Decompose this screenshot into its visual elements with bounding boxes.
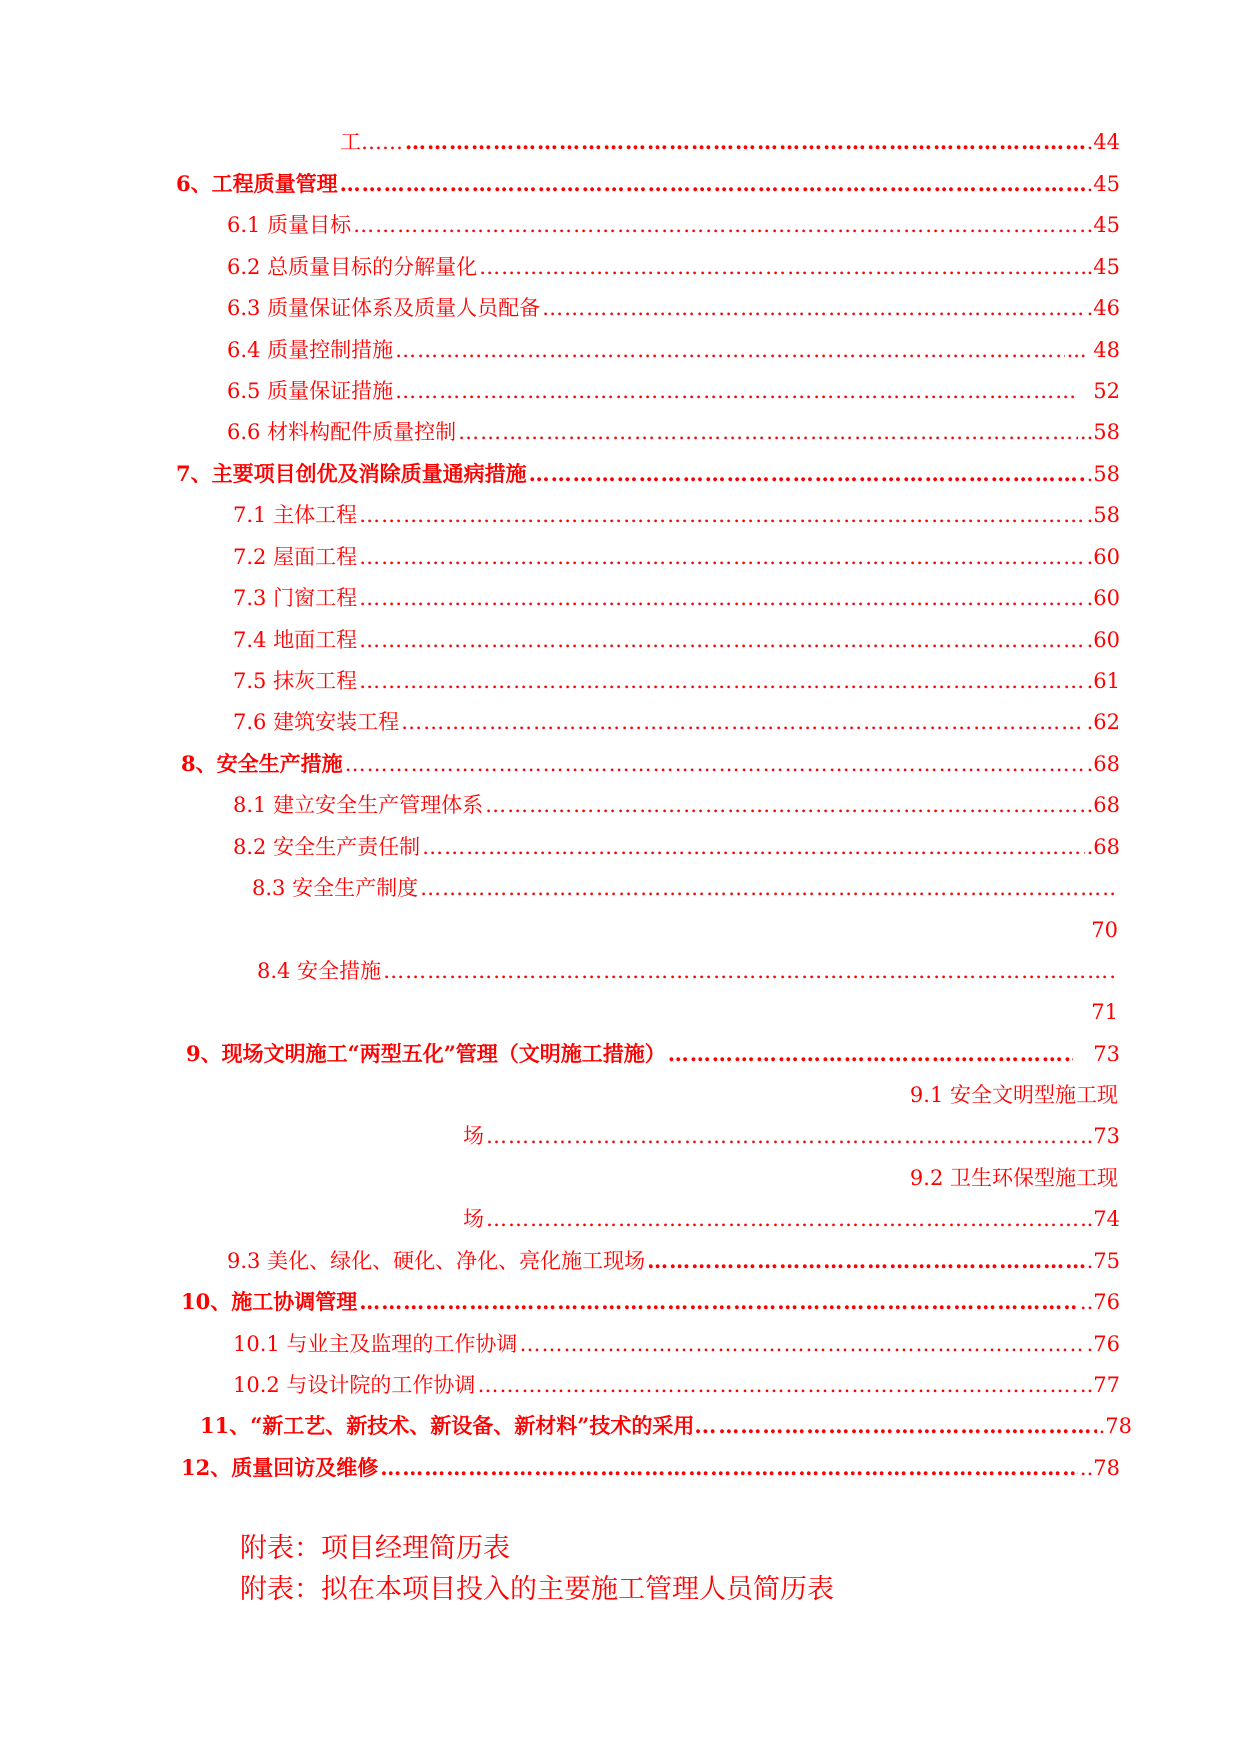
- toc-leader: [647, 1245, 1085, 1277]
- toc-entry-title: 11、“新工艺、新技术、新设备、新材料”技术的采用...: [200, 1413, 717, 1438]
- toc-entry-title: 6.1 质量目标: [227, 213, 352, 237]
- toc-leader: [718, 1410, 1096, 1442]
- toc-entry-9-2-cont[interactable]: [463, 1203, 1120, 1235]
- toc-entry-page: .75: [1086, 1249, 1120, 1273]
- toc-entry-page: .73: [1086, 1124, 1120, 1148]
- toc-leader: [422, 831, 1085, 863]
- toc-entry-page: .46: [1086, 296, 1120, 320]
- toc-entry-page: ..76: [1079, 1290, 1120, 1314]
- toc-entry-page: ..58: [1079, 420, 1120, 444]
- toc-entry-7-1[interactable]: [233, 499, 1120, 531]
- toc-entry-title: 6.2 总质量目标的分解量化: [227, 255, 478, 279]
- toc-entry-page: .76: [1086, 1332, 1120, 1356]
- appendix-item-2: 附表：拟在本项目投入的主要施工管理人员简历表: [240, 1574, 834, 1605]
- toc-entry-continuation[interactable]: [340, 126, 1120, 158]
- toc-leader: [668, 1038, 1073, 1070]
- toc-entry-page: ..77: [1079, 1373, 1120, 1397]
- toc-entry-title: 7.5 抹灰工程: [233, 669, 358, 693]
- toc-entry-title: 6.6 材料构配件质量控制: [227, 420, 457, 444]
- toc-entry-7-3[interactable]: [233, 582, 1120, 614]
- toc-section-10[interactable]: [181, 1286, 1120, 1318]
- toc-leader: [359, 499, 1085, 531]
- toc-entry-page: 73: [1093, 1042, 1120, 1066]
- toc-leader: [395, 334, 1064, 366]
- toc-entry-title: 6.4 质量控制措施: [227, 338, 394, 362]
- toc-section-7[interactable]: [176, 458, 1120, 490]
- toc-entry-8-3[interactable]: [252, 872, 1118, 904]
- toc-entry-title: 8.2 安全生产责任制: [233, 835, 421, 859]
- toc-entry-title: 7、主要项目创优及消除质量通病措施: [176, 461, 527, 486]
- toc-entry-page: .68: [1086, 835, 1120, 859]
- toc-entry-title: 10、施工协调管理: [181, 1289, 358, 1314]
- toc-leader: [486, 1203, 1085, 1235]
- toc-section-9[interactable]: [186, 1038, 1120, 1070]
- toc-entry-6-1[interactable]: [227, 209, 1120, 241]
- toc-entry-title: 场: [463, 1124, 484, 1148]
- toc-entry-10-2[interactable]: [233, 1369, 1120, 1401]
- toc-entry-page: .68: [1086, 752, 1120, 776]
- toc-entry-8-1[interactable]: [233, 789, 1120, 821]
- toc-leader: [542, 292, 1085, 324]
- toc-leader: [380, 1452, 1078, 1484]
- toc-entry-page: 52: [1093, 379, 1120, 403]
- toc-entry-title: 6、工程质量管理: [176, 171, 338, 196]
- toc-entry-title: 9、现场文明施工“两型五化”管理（文明施工措施）: [186, 1041, 666, 1066]
- toc-entry-page: ... 48: [1066, 338, 1120, 362]
- toc-leader: [340, 168, 1085, 200]
- toc-entry-9-1-cont[interactable]: [463, 1120, 1120, 1152]
- toc-entry-title: 7.6 建筑安装工程: [233, 710, 400, 734]
- toc-entry-6-4[interactable]: [227, 334, 1120, 366]
- toc-entry-8-4[interactable]: [257, 955, 1118, 987]
- toc-leader: [359, 1286, 1078, 1318]
- toc-leader: [485, 789, 1085, 821]
- toc-entry-page: .62: [1086, 710, 1120, 734]
- toc-entry-page: ..78: [1079, 1456, 1120, 1480]
- toc-section-12[interactable]: [181, 1452, 1120, 1484]
- toc-entry-page: .45: [1086, 172, 1120, 196]
- toc-entry-page: .74: [1086, 1207, 1120, 1231]
- toc-entry-page: .58: [1086, 462, 1120, 486]
- toc-leader: [353, 209, 1085, 241]
- toc-leader: [486, 1120, 1085, 1152]
- toc-leader: [359, 624, 1085, 656]
- toc-entry-6-5[interactable]: [227, 375, 1120, 407]
- toc-leader: [479, 251, 1085, 283]
- toc-entry-7-2[interactable]: [233, 541, 1120, 573]
- toc-entry-title: 7.1 主体工程: [233, 503, 358, 527]
- toc-entry-page: .60: [1086, 628, 1120, 652]
- toc-entry-title: 场: [463, 1207, 484, 1231]
- toc-entry-title: 6.3 质量保证体系及质量人员配备: [227, 296, 541, 320]
- toc-entry-page: .78: [1098, 1414, 1132, 1438]
- toc-entry-title: 12、质量回访及维修: [181, 1455, 379, 1480]
- toc-entry-page: .45: [1086, 213, 1120, 237]
- toc-entry-title: 7.2 屋面工程: [233, 545, 358, 569]
- toc-entry-9-1-title[interactable]: 9.1 安全文明型施工现: [909, 1083, 1118, 1107]
- toc-leader: [420, 872, 1116, 904]
- toc-entry-9-2-title[interactable]: 9.2 卫生环保型施工现: [909, 1166, 1118, 1190]
- toc-entry-6-3[interactable]: [227, 292, 1120, 324]
- toc-entry-title: 9.3 美化、绿化、硬化、净化、亮化施工现场: [227, 1249, 646, 1273]
- toc-entry-7-4[interactable]: [233, 624, 1120, 656]
- appendix-item-1: 附表：项目经理简历表: [240, 1533, 510, 1564]
- toc-entry-title: 8、安全生产措施: [181, 751, 343, 776]
- toc-entry-10-1[interactable]: [233, 1328, 1120, 1360]
- toc-leader: [401, 706, 1085, 738]
- toc-entry-6-2[interactable]: [227, 251, 1120, 283]
- toc-section-6[interactable]: [176, 168, 1120, 200]
- toc-entry-6-6[interactable]: [227, 416, 1120, 448]
- toc-entry-title: 7.3 门窗工程: [233, 586, 358, 610]
- toc-leader: [405, 126, 1085, 158]
- toc-entry-8-3-page: 70: [1091, 918, 1118, 942]
- toc-entry-page: .68: [1086, 793, 1120, 817]
- toc-leader: [458, 416, 1078, 448]
- toc-entry-page: .60: [1086, 586, 1120, 610]
- toc-entry-page: .61: [1086, 669, 1120, 693]
- toc-entry-title: 工……: [340, 130, 403, 154]
- toc-entry-title: 6.5 质量保证措施: [227, 379, 394, 403]
- toc-entry-8-4-page: 71: [1091, 1000, 1118, 1024]
- toc-leader: [519, 1328, 1084, 1360]
- toc-leader: [395, 375, 1075, 407]
- toc-leader: [383, 955, 1116, 987]
- toc-entry-title: 10.1 与业主及监理的工作协调: [233, 1332, 518, 1356]
- toc-leader: [529, 458, 1085, 490]
- toc-leader: [359, 541, 1085, 573]
- toc-entry-title: 8.3 安全生产制度: [252, 876, 419, 900]
- toc-entry-page: .44: [1086, 130, 1120, 154]
- toc-leader: [477, 1369, 1077, 1401]
- toc-entry-8-2[interactable]: [233, 831, 1120, 863]
- toc-leader: [359, 665, 1085, 697]
- toc-entry-page: .60: [1086, 545, 1120, 569]
- toc-entry-page: .45: [1086, 255, 1120, 279]
- toc-entry-title: 8.1 建立安全生产管理体系: [233, 793, 484, 817]
- toc-section-11[interactable]: [200, 1410, 1132, 1442]
- toc-leader: [345, 748, 1085, 780]
- toc-entry-7-5[interactable]: [233, 665, 1120, 697]
- toc-leader: [359, 582, 1085, 614]
- toc-section-8[interactable]: [181, 748, 1120, 780]
- toc-entry-title: 8.4 安全措施: [257, 959, 382, 983]
- toc-entry-7-6[interactable]: [233, 706, 1120, 738]
- toc-entry-page: .58: [1086, 503, 1120, 527]
- toc-entry-title: 7.4 地面工程: [233, 628, 358, 652]
- toc-entry-title: 10.2 与设计院的工作协调: [233, 1373, 476, 1397]
- toc-entry-9-3[interactable]: [227, 1245, 1120, 1277]
